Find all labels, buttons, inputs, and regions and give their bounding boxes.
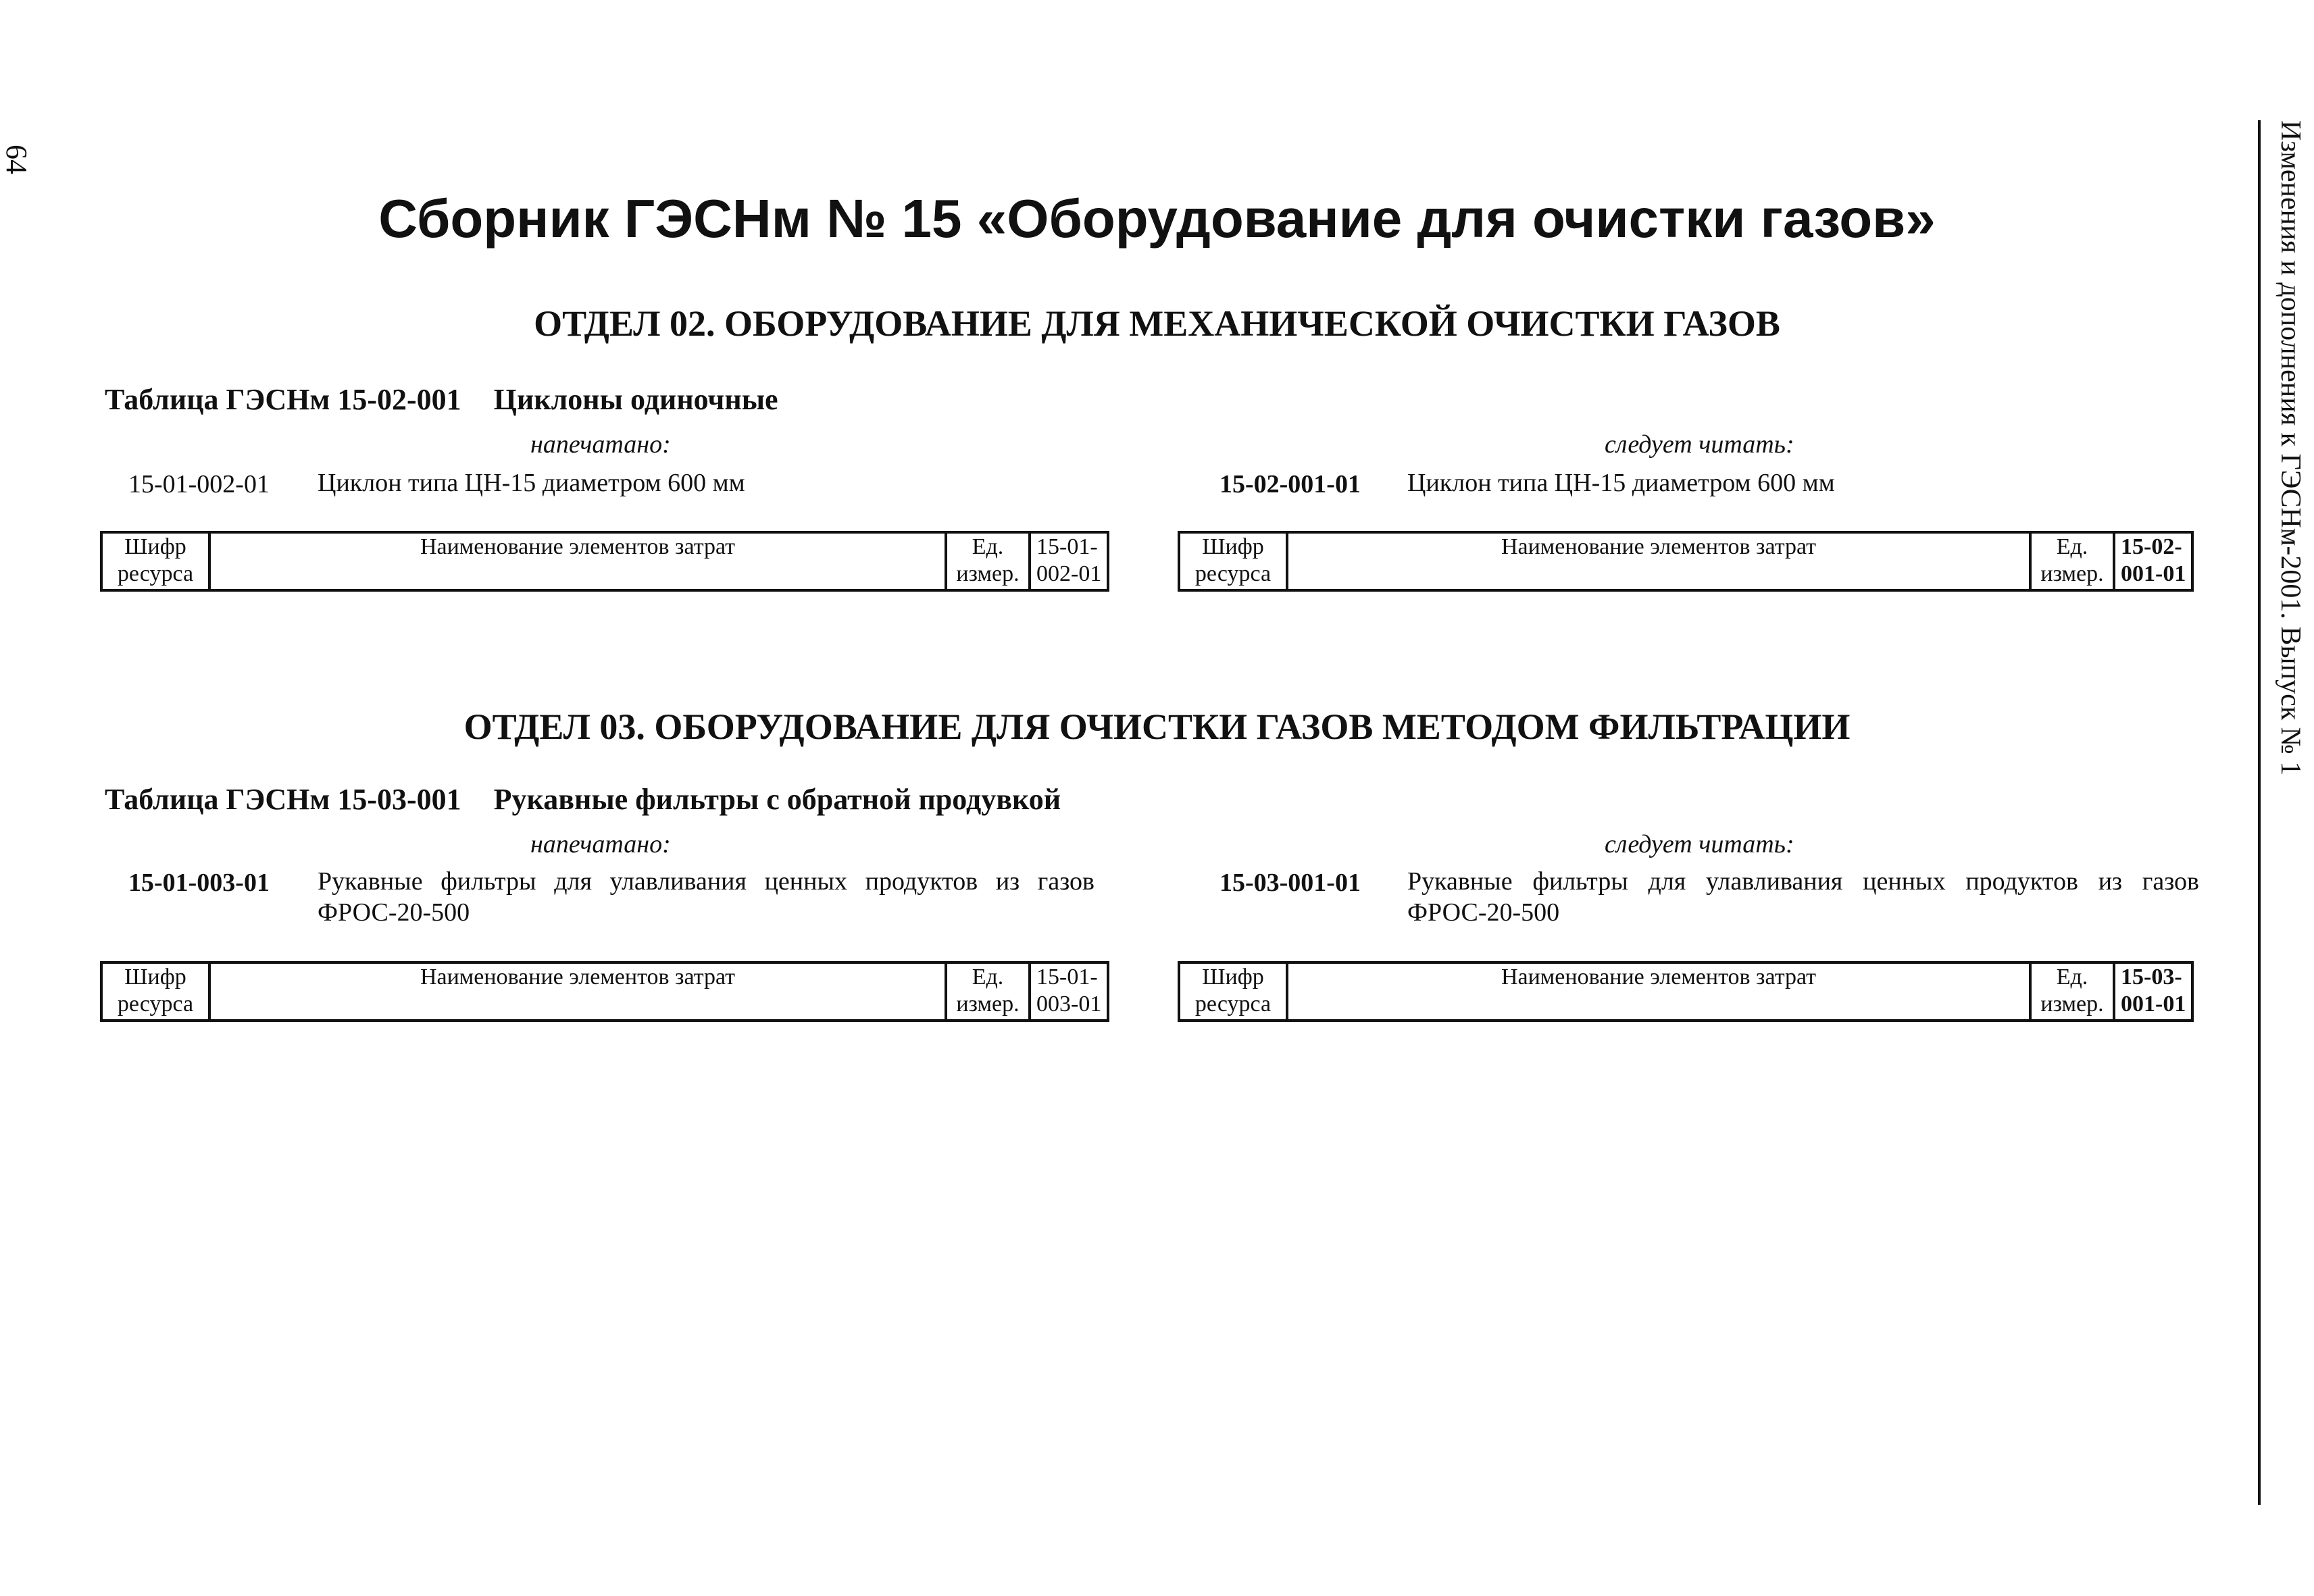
collection-title: Сборник ГЭСНм № 15 «Оборудование для очистки газов» — [378, 188, 1936, 249]
correct-code: 15-03-001-01 — [1219, 869, 1361, 897]
table-heading-15-02-001 — [105, 382, 778, 417]
resource-table-correct-03 — [1178, 961, 2194, 1022]
section-title-03: ОТДЕЛ 03. ОБОРУДОВАНИЕ ДЛЯ ОЧИСТКИ ГАЗОВ МЕТОДОМ ФИЛЬТРАЦИИ — [463, 706, 1851, 747]
column-unit: Ед. измер. — [946, 532, 1030, 590]
correct-description: Циклон типа ЦН-15 диаметром 600 мм — [1407, 469, 1835, 497]
printed-code: 15-01-003-01 — [128, 869, 270, 897]
column-cost-element-name: Наименование элементов затрат — [209, 532, 946, 590]
column-norm-code: 15-03-001-01 — [2114, 962, 2192, 1021]
printed-description: Циклон типа ЦН-15 диаметром 600 мм — [318, 469, 745, 497]
column-unit: Ед. измер. — [946, 962, 1030, 1021]
section-title-02: ОТДЕЛ 02. ОБОРУДОВАНИЕ ДЛЯ МЕХАНИЧЕСКОЙ ОЧИСТКИ ГАЗОВ — [534, 303, 1780, 344]
correct-code: 15-02-001-01 — [1219, 470, 1361, 498]
column-resource-code: Шифр ресурса — [1179, 962, 1287, 1021]
resource-table-correct-02 — [1178, 531, 2194, 592]
correct-description: Рукавные фильтры для улавливания ценных продуктов из газов ФРОС-20-500 — [1407, 867, 2199, 927]
page-number: 64 — [0, 145, 33, 174]
printed-description: Рукавные фильтры для улавливания ценных продуктов из газов ФРОС-20-500 — [318, 867, 1095, 927]
table-label: Таблица ГЭСНм 15-02-001 — [105, 383, 461, 416]
side-running-header: Изменения и дополнения к ГЭСНм-2001. Выпуск № 1 — [2275, 120, 2306, 776]
column-norm-code: 15-01-002-01 — [1030, 532, 1108, 590]
column-unit: Ед. измер. — [2030, 532, 2114, 590]
table-heading-15-03-001 — [105, 782, 1061, 817]
column-cost-element-name: Наименование элементов затрат — [1287, 532, 2030, 590]
table-name: Рукавные фильтры с обратной продувкой — [493, 783, 1061, 816]
printed-note: напечатано: — [530, 430, 671, 459]
printed-code: 15-01-002-01 — [128, 470, 270, 498]
column-cost-element-name: Наименование элементов затрат — [1287, 962, 2030, 1021]
column-resource-code: Шифр ресурса — [1179, 532, 1287, 590]
table-label: Таблица ГЭСНм 15-03-001 — [105, 783, 461, 816]
resource-table-printed-03 — [100, 961, 1109, 1022]
column-unit: Ед. измер. — [2030, 962, 2114, 1021]
correct-note: следует читать: — [1605, 830, 1794, 858]
correct-note: следует читать: — [1605, 430, 1794, 459]
resource-table-printed-02 — [100, 531, 1109, 592]
column-cost-element-name: Наименование элементов затрат — [209, 962, 946, 1021]
column-norm-code: 15-01-003-01 — [1030, 962, 1108, 1021]
table-name: Циклоны одиночные — [493, 383, 778, 416]
column-resource-code: Шифр ресурса — [101, 532, 209, 590]
printed-note: напечатано: — [530, 830, 671, 858]
column-norm-code: 15-02-001-01 — [2114, 532, 2192, 590]
column-resource-code: Шифр ресурса — [101, 962, 209, 1021]
